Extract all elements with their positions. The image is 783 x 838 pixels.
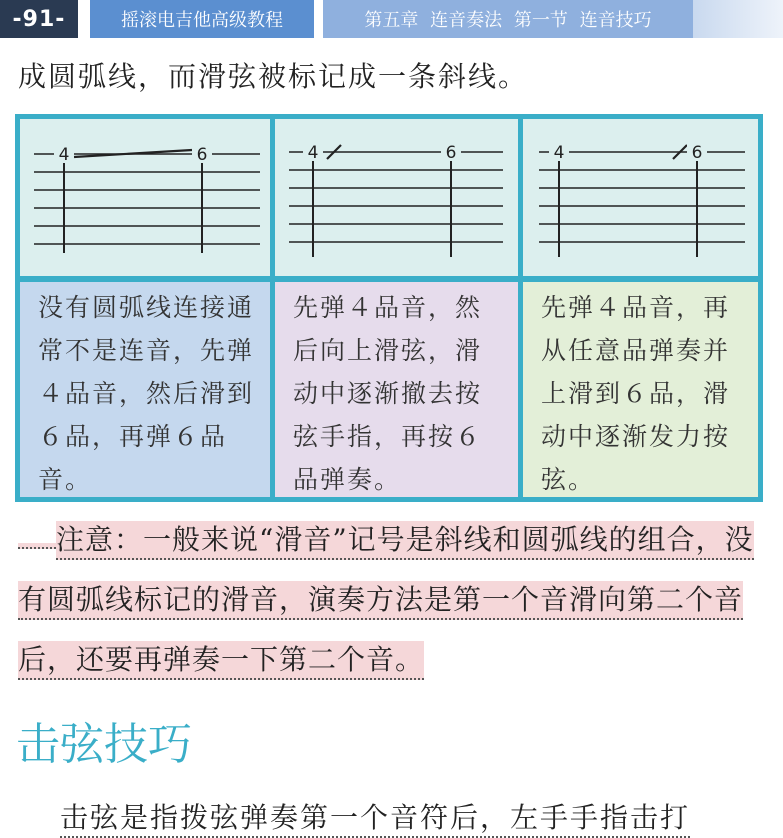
page-number: -91- <box>0 0 78 38</box>
fret-start-label: 4 <box>58 145 70 165</box>
tab-staff-1 <box>20 119 270 276</box>
fret-start-label: 4 <box>553 143 565 163</box>
book-title: 摇滚电吉他高级教程 <box>90 0 314 38</box>
fret-start-label: 4 <box>307 143 319 163</box>
header-decoration <box>693 0 783 38</box>
tab-staff-2 <box>275 119 518 276</box>
intro-text: 成圆弧线，而滑弦被标记成一条斜线。 <box>18 60 529 93</box>
description-1: 没有圆弧线连接通常不是连音，先弹４品音，然后滑到６品，再弹６品音。 <box>20 282 270 497</box>
description-2: 先弹４品音，然后向上滑弦，滑动中逐渐撤去按弦手指，再按６品弹奏。 <box>275 282 518 497</box>
page-header <box>0 0 783 38</box>
tab-diagram-1 <box>20 119 270 276</box>
tab-staff-3 <box>523 119 758 276</box>
note-paragraph <box>18 510 766 690</box>
tab-diagram-2 <box>275 119 518 276</box>
fret-end-label: 6 <box>691 143 703 163</box>
next-paragraph: 击弦是指拨弦弹奏第一个音符后，左手手指击打 <box>60 796 690 838</box>
chapter-title: 第五章 连音奏法 第一节 连音技巧 <box>323 0 693 38</box>
section-heading: 击弦技巧 <box>16 719 192 770</box>
description-3: 先弹４品音，再从任意品弹奏并上滑到６品，滑动中逐渐发力按弦。 <box>523 282 758 497</box>
fret-end-label: 6 <box>445 143 457 163</box>
fret-end-label: 6 <box>196 145 208 165</box>
slide-notation-table <box>15 114 763 502</box>
tab-diagram-3 <box>523 119 758 276</box>
note-text: 注意：一般来说“滑音”记号是斜线和圆弧线的组合，没有圆弧线标记的滑音，演奏方法是第一个音滑向第二个音后，还要再弹奏一下第二个音。 <box>18 521 754 680</box>
